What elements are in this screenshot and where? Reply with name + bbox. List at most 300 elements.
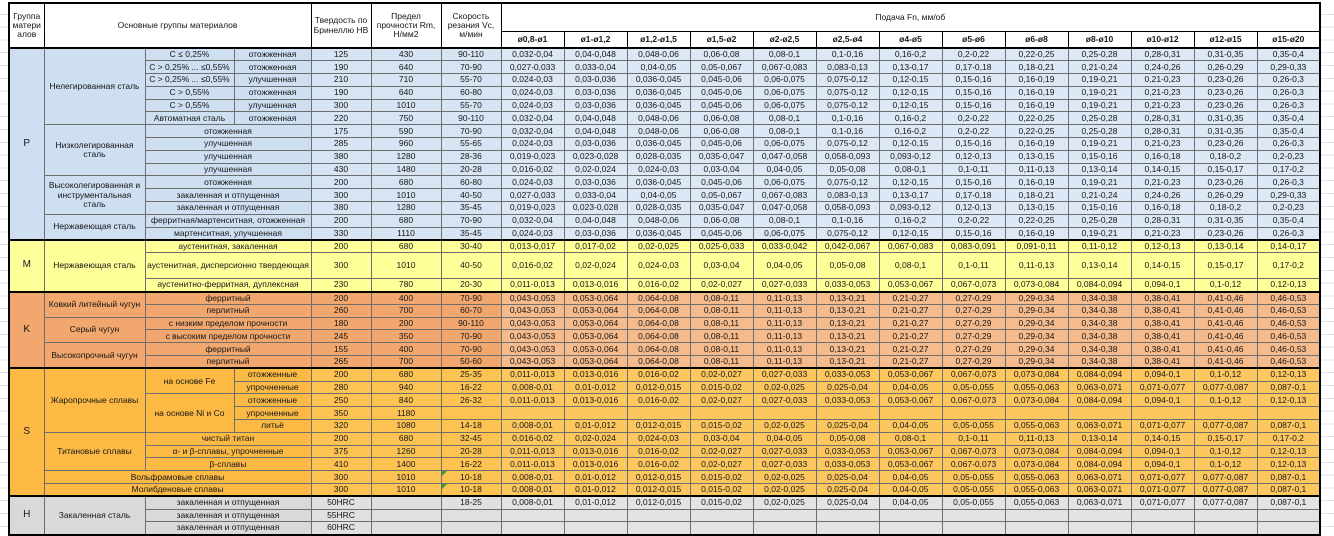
feed-cell[interactable]: 0,2-0,22 [942,48,1005,61]
cutting-speed-cell[interactable]: 28-36 [441,150,501,163]
cutting-speed-cell[interactable]: 30-40 [441,240,501,253]
feed-cell[interactable]: 0,023-0,028 [564,150,627,163]
feed-cell[interactable]: 0,13-0,15 [1005,202,1068,215]
feed-cell[interactable]: 0,094-0,1 [1131,394,1194,407]
feed-cell[interactable]: 0,16-0,19 [1005,99,1068,112]
feed-cell[interactable]: 0,06-0,08 [690,125,753,138]
feed-cell[interactable]: 0,15-0,17 [1194,432,1257,445]
feed-cell[interactable]: 0,013-0,016 [564,279,627,292]
feed-cell[interactable]: 0,053-0,064 [564,292,627,305]
feed-cell[interactable]: 0,04-0,05 [753,432,816,445]
hardness-hb-cell[interactable]: 330 [311,227,371,240]
feed-cell[interactable]: 0,12-0,13 [1257,458,1320,471]
material-state-cell[interactable]: улучшенная [234,74,311,87]
feed-cell[interactable]: 0,2-0,22 [942,125,1005,138]
feed-cell[interactable]: 0,31-0,35 [1194,48,1257,61]
feed-cell[interactable]: 0,012-0,015 [627,496,690,509]
feed-cell[interactable]: 0,11-0,13 [753,317,816,330]
header-cutting-speed[interactable]: Скорость резания Vc, м/мин [441,3,501,48]
feed-cell[interactable]: 0,22-0,25 [1005,214,1068,227]
feed-cell[interactable]: 0,053-0,067 [879,368,942,381]
feed-cell[interactable]: 0,34-0,38 [1068,356,1131,369]
feed-cell[interactable]: 0,35-0,4 [1257,48,1320,61]
feed-cell[interactable] [1257,509,1320,522]
feed-cell[interactable]: 0,18-0,2 [1194,202,1257,215]
feed-cell[interactable]: 0,053-0,064 [564,304,627,317]
feed-cell[interactable]: 0,1-0,12 [1194,279,1257,292]
feed-cell[interactable]: 0,19-0,21 [1068,86,1131,99]
feed-cell[interactable]: 0,071-0,077 [1131,496,1194,509]
feed-cell[interactable]: 0,053-0,064 [564,317,627,330]
cutting-speed-cell[interactable]: 35-45 [441,202,501,215]
feed-cell[interactable]: 0,08-0,1 [753,112,816,125]
feed-cell[interactable]: 0,053-0,067 [879,445,942,458]
carbon-content-cell[interactable]: C > 0,25% ... ≤0,55% [145,74,234,87]
feed-cell[interactable]: 0,043-0,053 [501,356,564,369]
feed-cell[interactable]: 0,015-0,02 [690,381,753,394]
feed-cell[interactable]: 0,027-0,033 [753,394,816,407]
feed-cell[interactable]: 0,071-0,077 [1131,484,1194,497]
feed-cell[interactable]: 0,084-0,094 [1068,368,1131,381]
carbon-content-cell[interactable]: C > 0,25% ... ≤0,55% [145,61,234,74]
strength-rm-cell[interactable]: 400 [371,292,441,305]
hardness-hb-cell[interactable]: 190 [311,86,371,99]
feed-cell[interactable]: 0,027-0,033 [753,279,816,292]
feed-cell[interactable]: 0,064-0,08 [627,330,690,343]
feed-cell[interactable] [879,522,942,535]
feed-cell[interactable]: 0,12-0,13 [942,202,1005,215]
feed-cell[interactable]: 0,087-0,1 [1257,381,1320,394]
feed-cell[interactable]: 0,016-0,02 [501,432,564,445]
material-state-cell[interactable]: с низким пределом прочности [145,317,311,330]
hardness-hb-cell[interactable]: 50HRC [311,496,371,509]
cutting-speed-cell[interactable] [441,522,501,535]
feed-cell[interactable]: 0,027-0,033 [501,61,564,74]
feed-cell[interactable]: 0,05-0,08 [816,163,879,176]
feed-cell[interactable]: 0,31-0,35 [1194,214,1257,227]
header-diameter-4[interactable]: ø1,5-ø2 [690,31,753,48]
feed-cell[interactable]: 0,055-0,063 [1005,496,1068,509]
feed-cell[interactable]: 0,064-0,08 [627,356,690,369]
strength-rm-cell[interactable]: 1280 [371,150,441,163]
feed-cell[interactable]: 0,15-0,16 [942,99,1005,112]
feed-cell[interactable]: 0,015-0,02 [690,420,753,433]
feed-cell[interactable]: 0,05-0,055 [942,471,1005,484]
feed-cell[interactable] [1068,407,1131,420]
feed-cell[interactable]: 0,28-0,31 [1131,214,1194,227]
strength-rm-cell[interactable]: 840 [371,394,441,407]
strength-rm-cell[interactable]: 1280 [371,202,441,215]
feed-cell[interactable]: 0,008-0,01 [501,484,564,497]
feed-cell[interactable]: 0,05-0,08 [816,253,879,279]
feed-cell[interactable]: 0,043-0,053 [501,292,564,305]
feed-cell[interactable]: 0,29-0,34 [1005,330,1068,343]
feed-cell[interactable]: 0,015-0,02 [690,471,753,484]
feed-cell[interactable]: 0,04-0,05 [627,61,690,74]
feed-cell[interactable]: 0,036-0,045 [627,227,690,240]
feed-cell[interactable]: 0,46-0,53 [1257,304,1320,317]
feed-cell[interactable]: 0,012-0,015 [627,420,690,433]
feed-cell[interactable]: 0,025-0,04 [816,471,879,484]
feed-cell[interactable]: 0,087-0,1 [1257,484,1320,497]
feed-cell[interactable]: 0,38-0,41 [1131,304,1194,317]
strength-rm-cell[interactable]: 940 [371,381,441,394]
feed-cell[interactable]: 0,17-0,2 [1257,253,1320,279]
feed-cell[interactable]: 0,1-0,16 [816,48,879,61]
feed-cell[interactable]: 0,033-0,053 [816,394,879,407]
group-cell-H[interactable]: H [9,496,44,534]
feed-cell[interactable]: 0,094-0,1 [1131,368,1194,381]
feed-cell[interactable]: 0,04-0,05 [879,496,942,509]
strength-rm-cell[interactable]: 1180 [371,407,441,420]
feed-cell[interactable]: 0,15-0,16 [942,74,1005,87]
cutting-speed-cell[interactable]: 20-30 [441,279,501,292]
feed-cell[interactable]: 0,03-0,036 [564,99,627,112]
material-family-cell[interactable]: Ковкий литейный чугун [44,292,145,318]
feed-cell[interactable]: 0,084-0,094 [1068,394,1131,407]
feed-cell[interactable]: 0,075-0,12 [816,227,879,240]
material-state-cell[interactable]: перлитный [145,304,311,317]
material-state-cell[interactable]: улучшенная [145,150,311,163]
feed-cell[interactable] [1131,407,1194,420]
feed-cell[interactable]: 0,048-0,06 [627,48,690,61]
feed-cell[interactable]: 0,05-0,067 [690,61,753,74]
feed-cell[interactable]: 0,24-0,26 [1131,189,1194,202]
feed-cell[interactable]: 0,043-0,053 [501,330,564,343]
feed-cell[interactable]: 0,087-0,1 [1257,496,1320,509]
feed-cell[interactable]: 0,04-0,048 [564,112,627,125]
feed-cell[interactable]: 0,46-0,53 [1257,343,1320,356]
feed-cell[interactable]: 0,075-0,12 [816,86,879,99]
feed-cell[interactable] [1131,522,1194,535]
feed-cell[interactable] [1068,522,1131,535]
feed-cell[interactable]: 0,06-0,08 [690,112,753,125]
strength-rm-cell[interactable]: 680 [371,176,441,189]
feed-cell[interactable]: 0,033-0,053 [816,368,879,381]
feed-cell[interactable]: 0,05-0,055 [942,484,1005,497]
feed-cell[interactable] [816,509,879,522]
carbon-content-cell[interactable]: C > 0,55% [145,86,234,99]
feed-cell[interactable]: 0,12-0,13 [1257,394,1320,407]
feed-cell[interactable]: 0,027-0,033 [753,458,816,471]
cutting-speed-cell[interactable]: 10-18 [441,471,501,484]
cutting-speed-cell[interactable]: 70-90 [441,330,501,343]
feed-cell[interactable]: 0,34-0,38 [1068,330,1131,343]
feed-cell[interactable]: 0,23-0,26 [1194,74,1257,87]
feed-cell[interactable]: 0,13-0,14 [1068,253,1131,279]
cutting-speed-cell[interactable]: 50-60 [441,356,501,369]
feed-cell[interactable]: 0,46-0,53 [1257,292,1320,305]
feed-cell[interactable]: 0,19-0,21 [1068,99,1131,112]
hardness-hb-cell[interactable]: 200 [311,292,371,305]
feed-cell[interactable]: 0,008-0,01 [501,381,564,394]
feed-cell[interactable]: 0,31-0,35 [1194,112,1257,125]
feed-cell[interactable]: 0,1-0,12 [1194,458,1257,471]
feed-cell[interactable]: 0,1-0,16 [816,112,879,125]
feed-cell[interactable]: 0,077-0,087 [1194,484,1257,497]
hardness-hb-cell[interactable]: 410 [311,458,371,471]
feed-cell[interactable]: 0,05-0,067 [690,189,753,202]
feed-cell[interactable]: 0,05-0,055 [942,496,1005,509]
feed-cell[interactable]: 0,26-0,29 [1194,61,1257,74]
feed-cell[interactable]: 0,06-0,08 [690,214,753,227]
feed-cell[interactable]: 0,04-0,05 [879,420,942,433]
feed-cell[interactable]: 0,05-0,055 [942,381,1005,394]
feed-cell[interactable]: 0,29-0,34 [1005,317,1068,330]
material-state-cell[interactable]: улучшенная [145,163,311,176]
strength-rm-cell[interactable]: 680 [371,368,441,381]
feed-cell[interactable]: 0,16-0,19 [1005,227,1068,240]
feed-cell[interactable]: 0,064-0,08 [627,343,690,356]
feed-cell[interactable]: 0,17-0,18 [942,189,1005,202]
feed-cell[interactable]: 0,06-0,075 [753,74,816,87]
feed-cell[interactable]: 0,21-0,23 [1131,74,1194,87]
feed-cell[interactable] [501,407,564,420]
header-diameter-5[interactable]: ø2-ø2,5 [753,31,816,48]
feed-cell[interactable]: 0,11-0,13 [753,356,816,369]
hardness-hb-cell[interactable]: 265 [311,356,371,369]
feed-cell[interactable]: 0,27-0,29 [942,304,1005,317]
feed-cell[interactable]: 0,41-0,46 [1194,356,1257,369]
feed-cell[interactable]: 0,015-0,02 [690,484,753,497]
feed-cell[interactable]: 0,03-0,036 [564,86,627,99]
material-state-cell[interactable]: отожженная [234,61,311,74]
feed-cell[interactable]: 0,073-0,084 [1005,394,1068,407]
feed-cell[interactable]: 0,15-0,17 [1194,253,1257,279]
feed-cell[interactable]: 0,016-0,02 [627,279,690,292]
cutting-speed-cell[interactable]: 60-70 [441,304,501,317]
feed-cell[interactable]: 0,41-0,46 [1194,343,1257,356]
feed-cell[interactable]: 0,24-0,26 [1131,61,1194,74]
feed-cell[interactable]: 0,23-0,26 [1194,99,1257,112]
feed-cell[interactable]: 0,34-0,38 [1068,292,1131,305]
material-family-cell[interactable]: Закаленная сталь [44,496,145,534]
feed-cell[interactable]: 0,13-0,21 [816,343,879,356]
feed-cell[interactable]: 0,13-0,14 [1068,163,1131,176]
cutting-speed-cell[interactable]: 70-90 [441,125,501,138]
strength-rm-cell[interactable] [371,509,441,522]
feed-cell[interactable]: 0,26-0,3 [1257,74,1320,87]
feed-cell[interactable]: 0,15-0,16 [942,138,1005,151]
feed-cell[interactable]: 0,008-0,01 [501,420,564,433]
feed-cell[interactable]: 0,13-0,21 [816,356,879,369]
carbon-content-cell[interactable]: C > 0,55% [145,99,234,112]
feed-cell[interactable]: 0,019-0,023 [501,150,564,163]
material-state-cell[interactable]: отожженная [234,86,311,99]
feed-cell[interactable]: 0,093-0,12 [879,150,942,163]
material-state-cell[interactable]: мартенситная, улучшенная [145,227,311,240]
feed-cell[interactable]: 0,16-0,18 [1131,202,1194,215]
feed-cell[interactable]: 0,13-0,14 [1068,432,1131,445]
feed-cell[interactable]: 0,067-0,073 [942,279,1005,292]
feed-cell[interactable]: 0,087-0,1 [1257,420,1320,433]
feed-cell[interactable]: 0,28-0,31 [1131,112,1194,125]
material-family-cell[interactable]: Молибденовые сплавы [44,484,311,497]
feed-cell[interactable]: 0,22-0,25 [1005,48,1068,61]
feed-cell[interactable]: 0,084-0,094 [1068,458,1131,471]
feed-cell[interactable]: 0,025-0,04 [816,484,879,497]
cutting-speed-cell[interactable]: 16-22 [441,458,501,471]
feed-cell[interactable]: 0,08-0,1 [879,432,942,445]
feed-cell[interactable]: 0,043-0,053 [501,317,564,330]
feed-cell[interactable]: 0,075-0,12 [816,99,879,112]
header-diameter-1[interactable]: ø0,8-ø1 [501,31,564,48]
feed-cell[interactable]: 0,12-0,15 [879,74,942,87]
feed-cell[interactable] [501,522,564,535]
feed-cell[interactable]: 0,13-0,14 [1194,240,1257,253]
feed-cell[interactable]: 0,033-0,053 [816,445,879,458]
feed-cell[interactable]: 0,045-0,06 [690,86,753,99]
feed-cell[interactable]: 0,087-0,1 [1257,471,1320,484]
feed-cell[interactable] [816,407,879,420]
feed-cell[interactable]: 0,11-0,13 [753,292,816,305]
feed-cell[interactable]: 0,14-0,15 [1131,163,1194,176]
feed-cell[interactable]: 0,1-0,12 [1194,394,1257,407]
feed-cell[interactable]: 0,08-0,1 [753,48,816,61]
feed-cell[interactable] [1194,522,1257,535]
feed-cell[interactable]: 0,032-0,04 [501,48,564,61]
material-state-cell[interactable]: аустенитная, закаленная [145,240,311,253]
feed-cell[interactable]: 0,024-0,03 [501,99,564,112]
hardness-hb-cell[interactable]: 60HRC [311,522,371,535]
feed-cell[interactable]: 0,077-0,087 [1194,381,1257,394]
feed-cell[interactable]: 0,036-0,045 [627,86,690,99]
feed-cell[interactable]: 0,02-0,027 [690,394,753,407]
feed-cell[interactable]: 0,071-0,077 [1131,471,1194,484]
feed-cell[interactable]: 0,21-0,23 [1131,99,1194,112]
material-family-cell[interactable]: Нержавеющая сталь [44,214,145,240]
alloy-base-cell[interactable]: на основе Fe [145,368,234,394]
feed-cell[interactable]: 0,19-0,21 [1068,138,1131,151]
feed-cell[interactable] [942,509,1005,522]
feed-cell[interactable]: 0,03-0,036 [564,138,627,151]
feed-cell[interactable]: 0,18-0,21 [1005,61,1068,74]
feed-cell[interactable]: 0,16-0,19 [1005,138,1068,151]
feed-cell[interactable]: 0,15-0,16 [942,227,1005,240]
feed-cell[interactable]: 0,013-0,016 [564,458,627,471]
feed-cell[interactable]: 0,024-0,03 [501,227,564,240]
feed-cell[interactable]: 0,053-0,064 [564,330,627,343]
feed-cell[interactable]: 0,058-0,093 [816,202,879,215]
feed-cell[interactable]: 0,21-0,27 [879,330,942,343]
feed-cell[interactable]: 0,29-0,33 [1257,61,1320,74]
feed-cell[interactable]: 0,21-0,27 [879,292,942,305]
material-state-cell[interactable]: ферритный [145,343,311,356]
feed-cell[interactable]: 0,035-0,047 [690,202,753,215]
feed-cell[interactable]: 0,27-0,29 [942,343,1005,356]
feed-cell[interactable]: 0,084-0,094 [1068,279,1131,292]
header-main-material-groups[interactable]: Основные группы материалов [44,3,311,48]
cutting-speed-cell[interactable]: 26-32 [441,394,501,407]
feed-cell[interactable]: 0,028-0,035 [627,202,690,215]
feed-cell[interactable]: 0,26-0,29 [1194,189,1257,202]
feed-cell[interactable]: 0,38-0,41 [1131,330,1194,343]
material-state-cell[interactable]: закаленная и отпущенная [145,509,311,522]
cutting-speed-cell[interactable]: 55-70 [441,74,501,87]
material-state-cell[interactable]: упрочненные [234,407,311,420]
feed-cell[interactable]: 0,016-0,02 [627,368,690,381]
feed-cell[interactable]: 0,21-0,27 [879,343,942,356]
feed-cell[interactable]: 0,032-0,04 [501,112,564,125]
feed-cell[interactable]: 0,21-0,27 [879,356,942,369]
material-state-cell[interactable]: ферритная/мартенситная, отожженная [145,214,311,227]
feed-cell[interactable]: 0,21-0,23 [1131,138,1194,151]
feed-cell[interactable]: 0,12-0,15 [879,86,942,99]
hardness-hb-cell[interactable]: 200 [311,432,371,445]
cutting-speed-cell[interactable]: 70-90 [441,61,501,74]
strength-rm-cell[interactable]: 430 [371,48,441,61]
feed-cell[interactable]: 0,16-0,2 [879,112,942,125]
carbon-content-cell[interactable]: C ≤ 0,25% [145,48,234,61]
feed-cell[interactable]: 0,14-0,15 [1131,253,1194,279]
alloy-base-cell[interactable]: на основе Ni и Co [145,394,234,432]
header-tensile-strength[interactable]: Предел прочности Rm, Н/мм2 [371,3,441,48]
strength-rm-cell[interactable]: 1010 [371,253,441,279]
strength-rm-cell[interactable]: 400 [371,343,441,356]
hardness-hb-cell[interactable]: 210 [311,74,371,87]
strength-rm-cell[interactable] [371,496,441,509]
feed-cell[interactable]: 0,012-0,015 [627,484,690,497]
feed-cell[interactable]: 0,011-0,013 [501,279,564,292]
material-state-cell[interactable]: ферритный [145,292,311,305]
feed-cell[interactable]: 0,1-0,16 [816,214,879,227]
feed-cell[interactable]: 0,02-0,024 [564,432,627,445]
feed-cell[interactable]: 0,053-0,067 [879,394,942,407]
hardness-hb-cell[interactable]: 180 [311,317,371,330]
feed-cell[interactable]: 0,41-0,46 [1194,304,1257,317]
header-diameter-9[interactable]: ø6-ø8 [1005,31,1068,48]
feed-cell[interactable] [1005,407,1068,420]
hardness-hb-cell[interactable]: 430 [311,163,371,176]
feed-cell[interactable] [753,407,816,420]
hardness-hb-cell[interactable]: 200 [311,176,371,189]
feed-cell[interactable]: 0,23-0,26 [1194,138,1257,151]
strength-rm-cell[interactable]: 680 [371,240,441,253]
material-state-cell[interactable]: закаленная и отпущенная [145,496,311,509]
feed-cell[interactable]: 0,15-0,16 [942,86,1005,99]
feed-cell[interactable]: 0,025-0,04 [816,420,879,433]
feed-cell[interactable]: 0,045-0,06 [690,227,753,240]
feed-cell[interactable]: 0,06-0,075 [753,86,816,99]
feed-cell[interactable]: 0,34-0,38 [1068,343,1131,356]
feed-cell[interactable] [1257,522,1320,535]
feed-cell[interactable]: 0,26-0,3 [1257,176,1320,189]
feed-cell[interactable]: 0,12-0,13 [1257,279,1320,292]
feed-cell[interactable]: 0,35-0,4 [1257,112,1320,125]
feed-cell[interactable]: 0,071-0,077 [1131,420,1194,433]
feed-cell[interactable]: 0,043-0,053 [501,343,564,356]
feed-cell[interactable]: 0,04-0,05 [879,471,942,484]
feed-cell[interactable]: 0,058-0,093 [816,150,879,163]
feed-cell[interactable]: 0,34-0,38 [1068,304,1131,317]
feed-cell[interactable]: 0,02-0,025 [627,240,690,253]
feed-cell[interactable]: 0,29-0,34 [1005,304,1068,317]
strength-rm-cell[interactable]: 1010 [371,484,441,497]
material-state-cell[interactable]: улучшенная [145,138,311,151]
feed-cell[interactable]: 0,26-0,3 [1257,86,1320,99]
hardness-hb-cell[interactable]: 200 [311,240,371,253]
feed-cell[interactable]: 0,11-0,13 [1005,253,1068,279]
strength-rm-cell[interactable]: 1110 [371,227,441,240]
feed-cell[interactable]: 0,1-0,16 [816,125,879,138]
strength-rm-cell[interactable]: 1010 [371,471,441,484]
feed-cell[interactable]: 0,067-0,083 [753,189,816,202]
feed-cell[interactable]: 0,27-0,29 [942,330,1005,343]
feed-cell[interactable]: 0,02-0,027 [690,368,753,381]
material-state-cell[interactable]: чистый титан [145,432,311,445]
cutting-speed-cell[interactable]: 60-80 [441,176,501,189]
feed-cell[interactable]: 0,016-0,02 [627,394,690,407]
